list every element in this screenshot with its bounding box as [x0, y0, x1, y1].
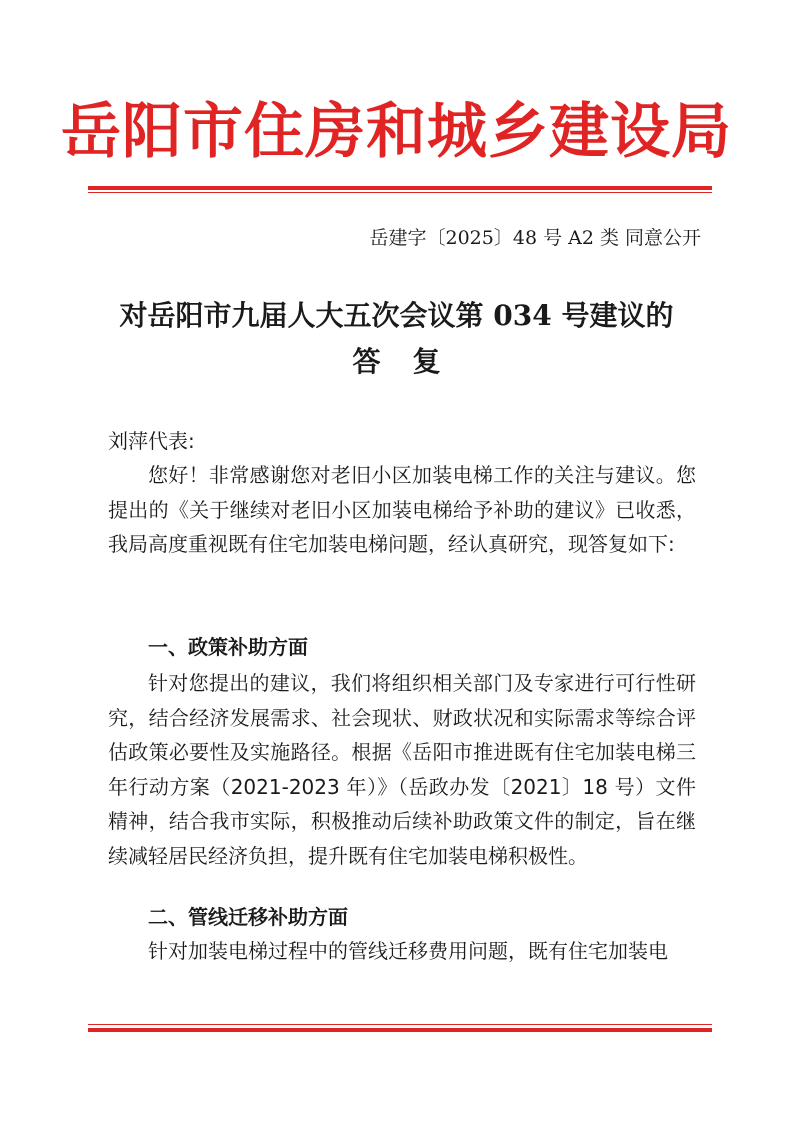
- document-title-line-2: 答复: [352, 345, 473, 378]
- footer-rule-thin: [88, 1024, 712, 1025]
- intro-paragraph: 您好！非常感谢您对老旧小区加装电梯工作的关注与建议。您提出的《关于继续对老旧小区加装电梯给予补助的建议》已收悉，我局高度重视既有住宅加装电梯问题，经认真研究，现答复如下:: [108, 463, 696, 557]
- document-title-line-1: 对岳阳市九届人大五次会议第 034 号建议的: [119, 299, 674, 332]
- footer-rule-thick: [88, 1028, 712, 1032]
- masthead-rule-thick: [88, 186, 712, 190]
- document-number: 岳建字〔2025〕48 号 A2 类 同意公开: [369, 227, 701, 249]
- section-heading-policy: 一、政策补助方面: [148, 635, 308, 659]
- salutation: 刘萍代表:: [108, 429, 195, 453]
- section-heading-pipeline: 二、管线迁移补助方面: [148, 905, 348, 929]
- issuing-authority-masthead: 岳阳市住房和城乡建设局: [61, 97, 732, 167]
- policy-paragraph: 针对您提出的建议，我们将组织相关部门及专家进行可行性研究，结合经济发展需求、社会现状、财政状况和实际需求等综合评估政策必要性及实施路径。根据《岳阳市推进既有住宅加装电梯三年行动方案（2021-2023 年）》（岳政办发〔2021〕18 号）文件精神，结合我市实际，积极推动后续补助政策文件的制定，旨在继续减轻居民经济负担，提升既有住宅加装电梯积极性。: [108, 671, 696, 868]
- masthead-rule-thin: [88, 192, 712, 193]
- pipeline-paragraph: 针对加装电梯过程中的管线迁移费用问题，既有住宅加装电: [148, 939, 668, 963]
